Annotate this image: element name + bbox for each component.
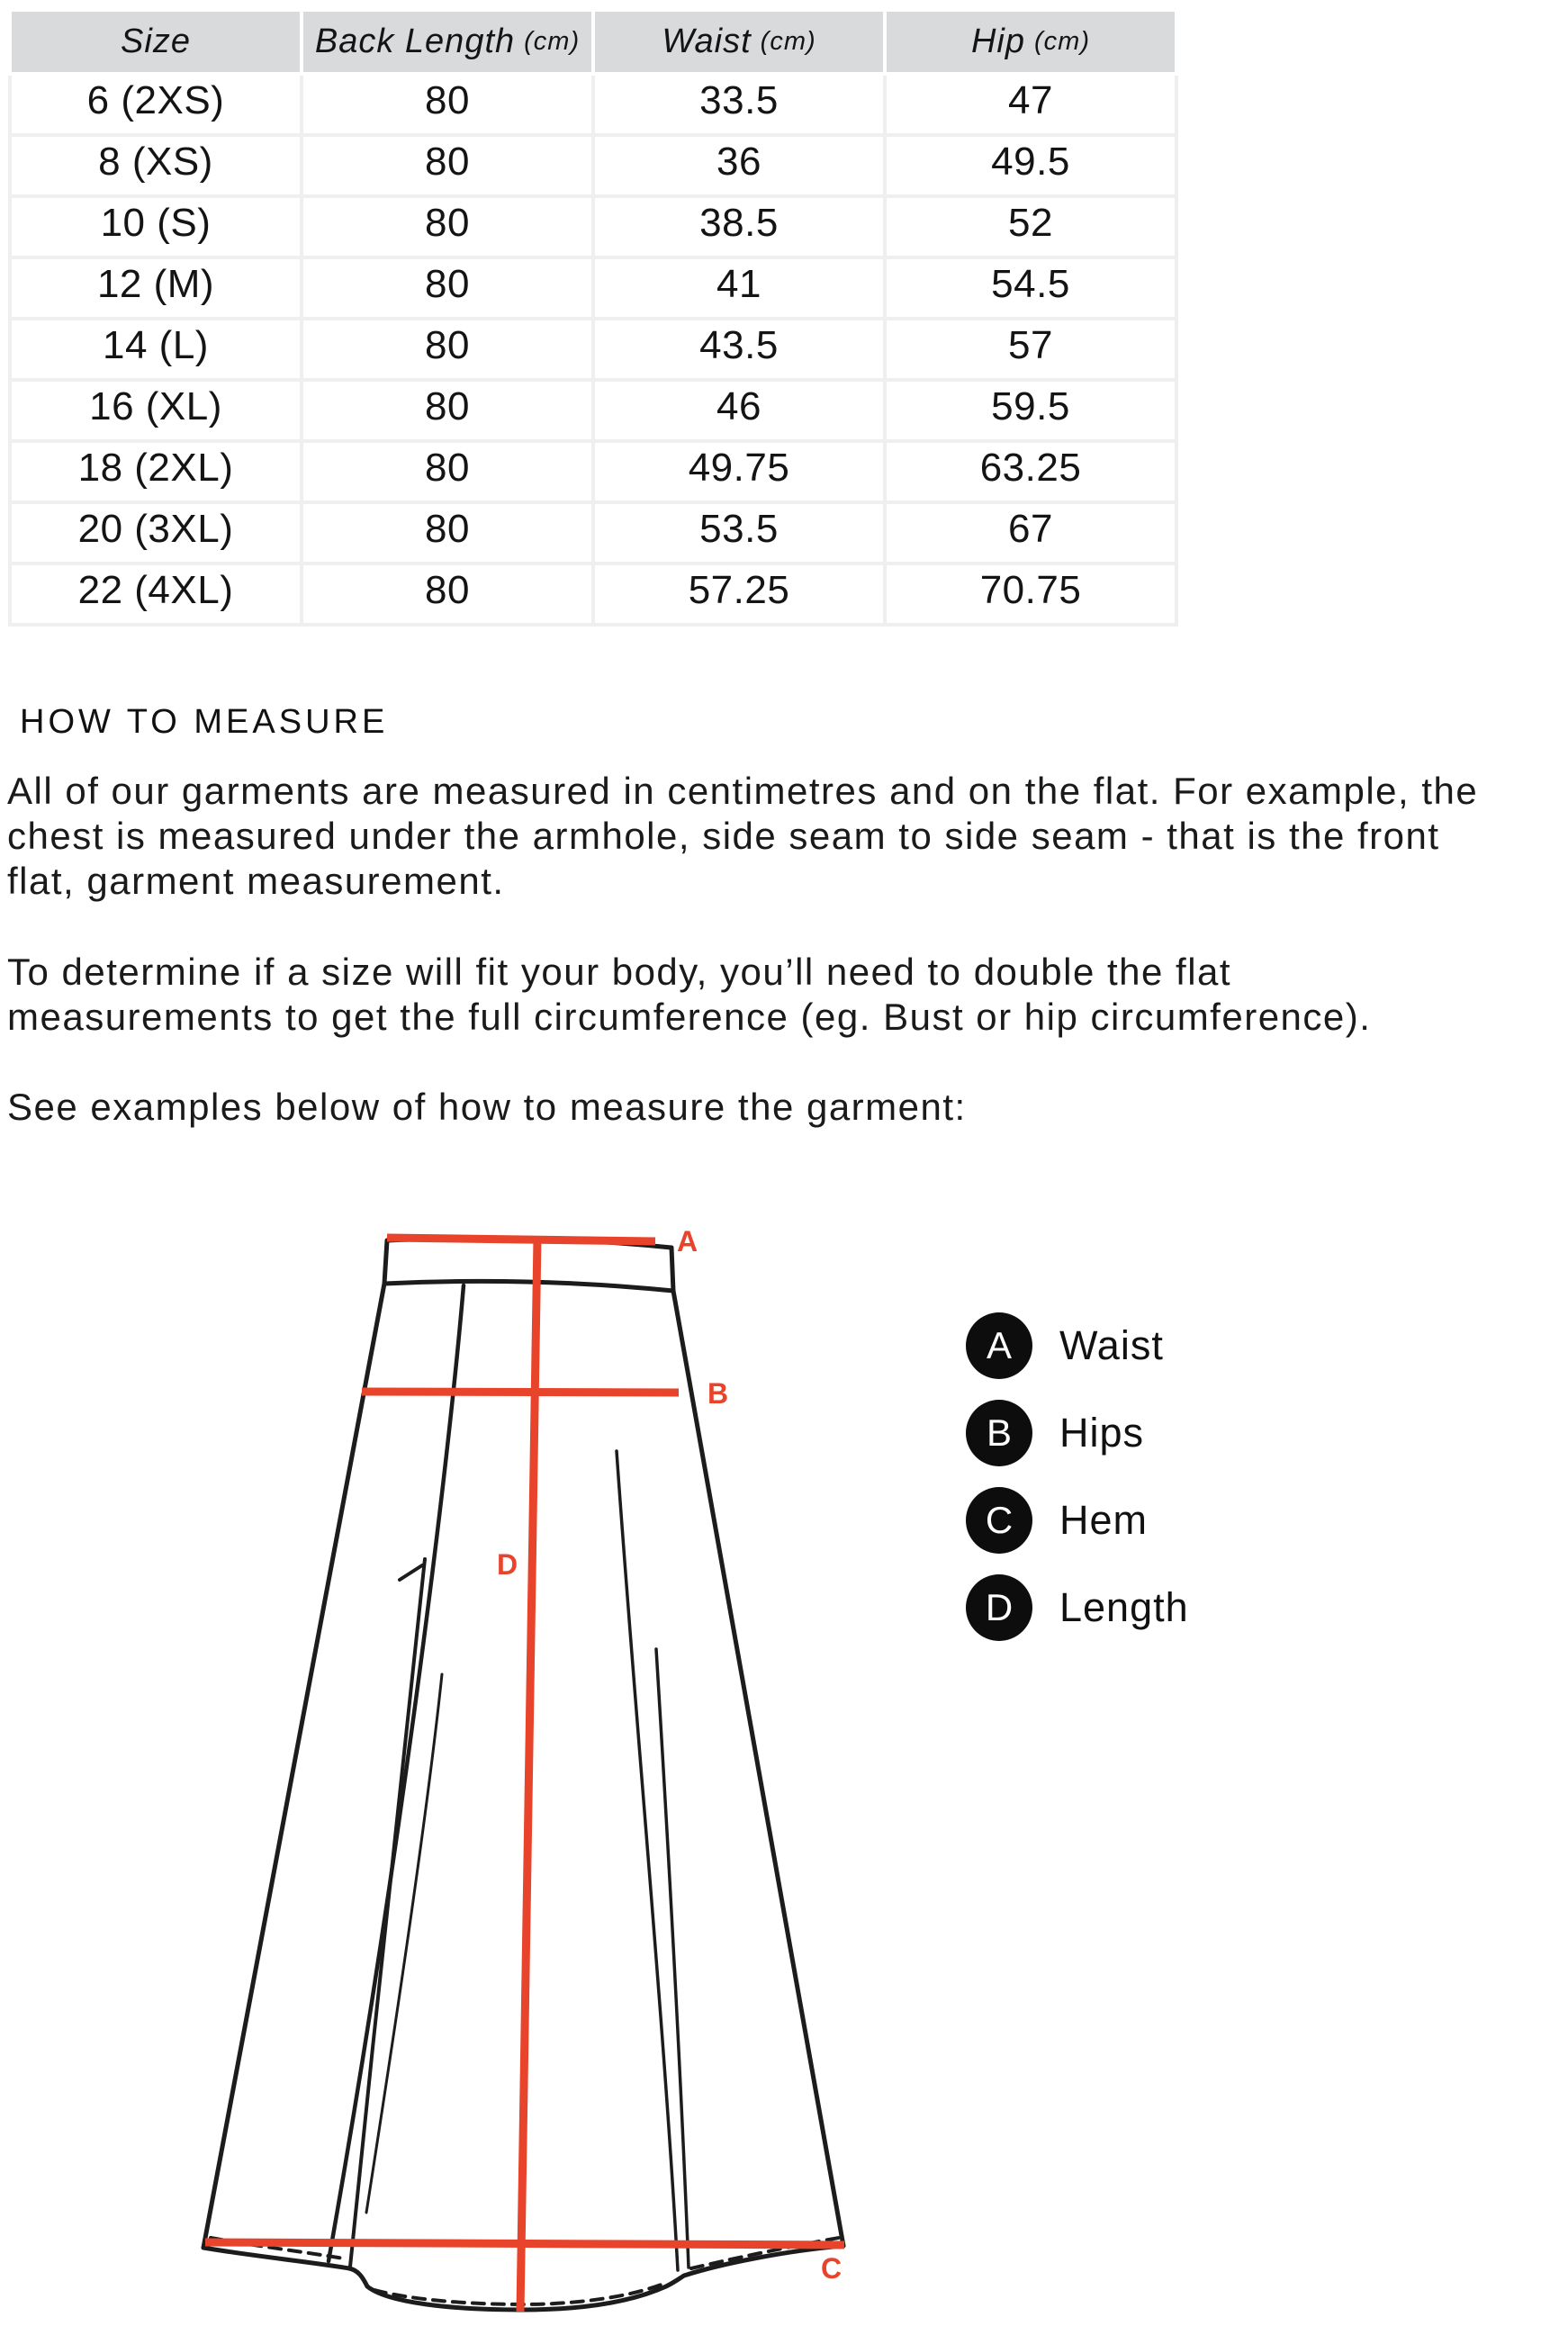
header-label: Size (121, 23, 191, 60)
table-cell: 38.5 (595, 198, 883, 256)
header-unit: (cm) (1034, 27, 1090, 56)
diagram-label-c: C (821, 2252, 843, 2285)
table-cell: 52 (887, 198, 1175, 256)
size-table-header-cell (887, 12, 1175, 72)
table-cell: 49.5 (887, 137, 1175, 194)
letter-badge-b: B (966, 1400, 1032, 1466)
table-cell: 36 (595, 137, 883, 194)
table-cell: 57.25 (595, 565, 883, 623)
measure-paragraph-1 (7, 769, 1478, 904)
size-table-header-cell (12, 12, 300, 72)
table-cell: 67 (887, 504, 1175, 562)
diagram-label-b: B (707, 1377, 729, 1410)
measure-paragraph-3: See examples below of how to measure the garment: (7, 1086, 967, 1128)
table-cell: 80 (303, 382, 591, 439)
legend-item-hips (966, 1400, 1189, 1466)
legend-label: Hips (1059, 1410, 1145, 1456)
table-cell: 14 (L) (12, 320, 300, 378)
hips-measure-line (362, 1392, 679, 1393)
table-cell: 22 (4XL) (12, 565, 300, 623)
legend-label: Waist (1059, 1322, 1164, 1368)
table-cell: 20 (3XL) (12, 504, 300, 562)
table-cell: 12 (M) (12, 259, 300, 317)
table-cell: 80 (303, 137, 591, 194)
size-table-body (8, 76, 1178, 627)
table-cell: 70.75 (887, 565, 1175, 623)
table-cell: 8 (XS) (12, 137, 300, 194)
paragraph-line: measurements to get the full circumference (eg. Bust or hip circumference). (7, 996, 1372, 1038)
legend-item-waist (966, 1312, 1189, 1379)
header-label: Back Length (314, 23, 516, 60)
legend-item-length (966, 1574, 1189, 1641)
section-heading: HOW TO MEASURE (20, 703, 389, 741)
table-cell: 80 (303, 259, 591, 317)
table-cell: 47 (887, 76, 1175, 133)
letter-badge-c: C (966, 1487, 1032, 1554)
table-cell: 6 (2XS) (12, 76, 300, 133)
table-cell: 57 (887, 320, 1175, 378)
measure-paragraph-2 (7, 950, 1371, 1040)
paragraph-line: All of our garments are measured in centimetres and on the flat. For example, the (7, 770, 1479, 812)
table-cell: 54.5 (887, 259, 1175, 317)
paragraph-line: flat, garment measurement. (7, 860, 505, 902)
legend-item-hem (966, 1487, 1189, 1554)
length-measure-line (520, 1238, 537, 2312)
letter-badge-d: D (966, 1574, 1032, 1641)
table-cell: 80 (303, 504, 591, 562)
paragraph-line: chest is measured under the armhole, side seam to side seam - that is the front (7, 815, 1440, 857)
legend-label: Hem (1059, 1497, 1149, 1543)
table-cell: 59.5 (887, 382, 1175, 439)
table-cell: 43.5 (595, 320, 883, 378)
table-cell: 80 (303, 198, 591, 256)
table-cell: 49.75 (595, 443, 883, 500)
table-cell: 16 (XL) (12, 382, 300, 439)
table-cell: 80 (303, 76, 591, 133)
letter-badge-a: A (966, 1312, 1032, 1379)
size-table-header (12, 12, 1175, 72)
size-table-header-cell (595, 12, 883, 72)
skirt-measurement-diagram (90, 1170, 900, 2335)
table-cell: 10 (S) (12, 198, 300, 256)
diagram-label-d: D (497, 1548, 518, 1581)
size-table-header-cell (303, 12, 591, 72)
waist-measure-line (387, 1238, 655, 1241)
header-unit: (cm) (760, 27, 816, 56)
table-cell: 41 (595, 259, 883, 317)
header-label: Hip (970, 23, 1026, 60)
legend-label: Length (1059, 1584, 1189, 1630)
table-cell: 33.5 (595, 76, 883, 133)
table-cell: 46 (595, 382, 883, 439)
diagram-label-a: A (677, 1225, 698, 1258)
table-cell: 63.25 (887, 443, 1175, 500)
table-cell: 80 (303, 320, 591, 378)
table-cell: 53.5 (595, 504, 883, 562)
table-cell: 80 (303, 443, 591, 500)
table-cell: 80 (303, 565, 591, 623)
measurement-legend (966, 1312, 1189, 1641)
header-unit: (cm) (524, 27, 581, 56)
header-label: Waist (662, 23, 752, 60)
paragraph-line: To determine if a size will fit your body, you’ll need to double the flat (7, 951, 1232, 993)
table-cell: 18 (2XL) (12, 443, 300, 500)
